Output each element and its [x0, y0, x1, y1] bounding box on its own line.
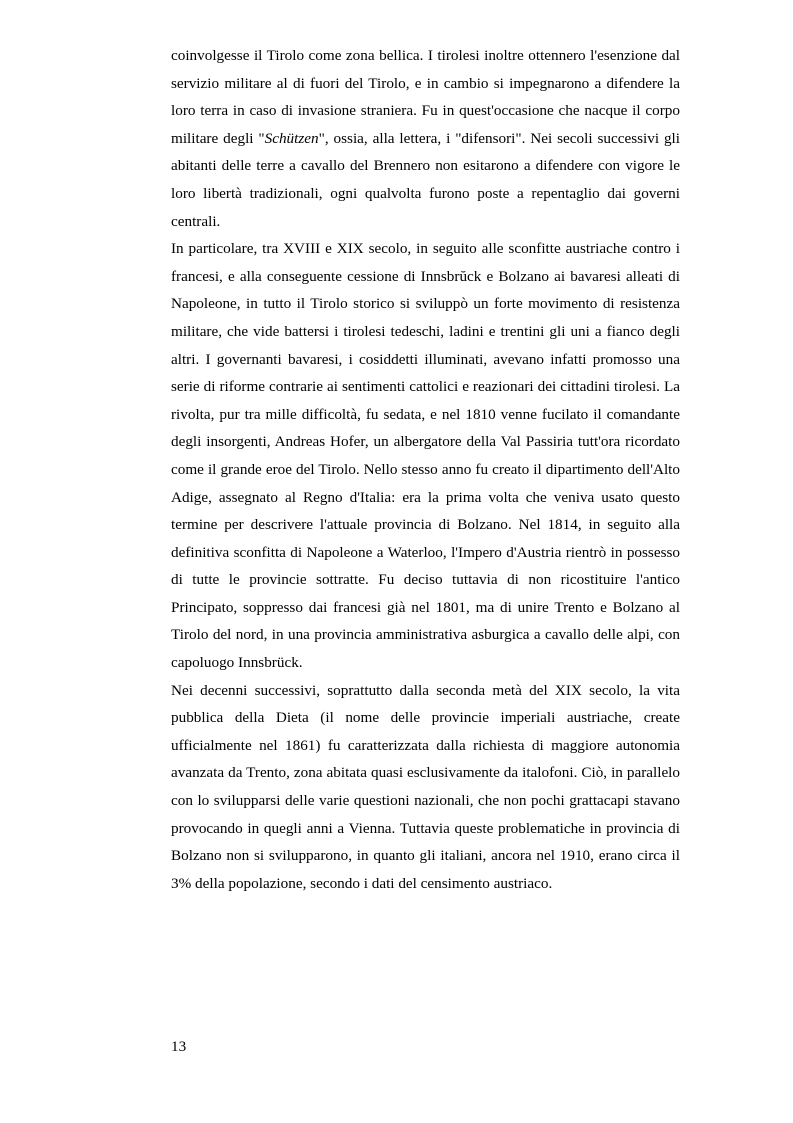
paragraph-1-start: coinvolgesse il Tirolo come zona bellica. I tirolesi inoltre ottennero l'esenzione dal servizio militare al di fuori del Tirolo, e in cambio si impegnarono a difendere la loro terra in caso di invasione straniera. Fu in quest'occasione che nacque il corpo militare degli " — [171, 47, 680, 147]
paragraph-2: In particolare, tra XVIII e XIX secolo, in seguito alle sconfitte austriache contro i francesi, e alla conseguente cessione di Innsbrŭck e Bolzano ai bavaresi alleati di Napoleone, in tutto il Tirolo storico si sviluppò un forte movimento di resistenza militare, che vide battersi i tirolesi tedeschi, ladini e trentini gli uni a fianco degli altri. I governanti bavaresi, i cosiddetti illuminati, avevano infatti promosso una serie di riforme contrarie ai sentimenti cattolici e reazionari dei cittadini tirolesi. La rivolta, pur tra mille difficoltà, fu sedata, e nel 1810 venne fucilato il comandante degli insorgenti, Andreas Hofer, un albergatore della Val Passiria tutt'ora ricordato come il grande eroe del Tirolo. Nello stesso anno fu creato il dipartimento dell'Alto Adige, assegnato al Regno d'Italia: era la prima volta che veniva usato questo termine per descrivere l'attuale provincia di Bolzano. Nel 1814, in seguito alla definitiva sconfitta di Napoleone a Waterloo, l'Impero d'Austria rientrò in possesso di tutte le provincie sottratte. Fu deciso tuttavia di non ricostituire l'antico Principato, soppresso dai francesi già nel 1801, ma di unire Trento e Bolzano al Tirolo del nord, in una provincia amministrativa asburgica a cavallo delle alpi, con capoluogo Innsbrück. — [171, 240, 680, 672]
body-text — [171, 42, 680, 897]
paragraph-1-end: ", ossia, alla lettera, i "difensori". Nei secoli successivi gli abitanti delle terre a cavallo del Brennero non esitarono a difendere con vigore le loro libertà tradizionali, ogni qualvolta furono poste a repentaglio dai governi centrali. — [171, 129, 680, 230]
page-number: 13 — [171, 1038, 187, 1055]
paragraph-3: Nei decenni successivi, soprattutto dalla seconda metà del XIX secolo, la vita pubblica della Dieta (il nome delle provincie imperiali austriache, create ufficialmente nel 1861) fu caratterizzata dalla richiesta di maggiore autonomia avanzata da Trento, zona abitata quasi esclusivamente da italofoni. Ciò, in parallelo con lo svilupparsi delle varie questioni nazionali, che non pochi grattacapi stavano provocando in quegli anni a Vienna. Tuttavia queste problematiche in provincia di Bolzano non si svilupparono, in quanto gli italiani, ancora nel 1910, erano circa il 3% della popolazione, secondo i dati del censimento austriaco. — [171, 681, 680, 892]
schutzen-term: Schützen — [264, 129, 319, 147]
paragraph-1 — [171, 42, 680, 235]
